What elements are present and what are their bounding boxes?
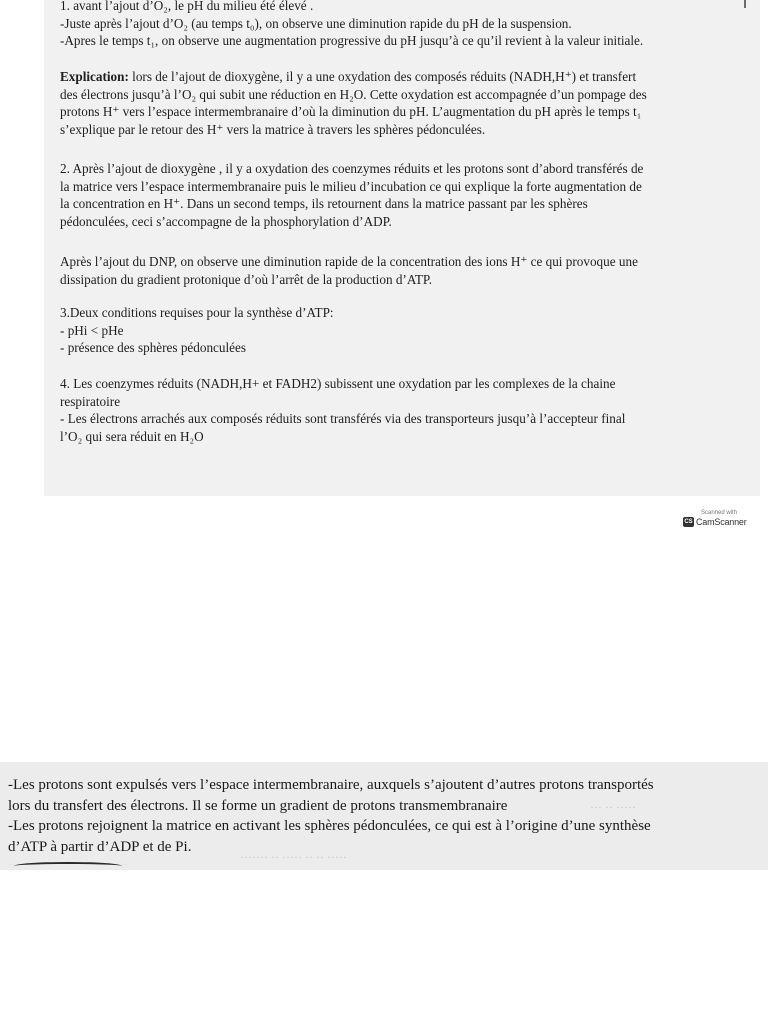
bottom-line-4: d’ATP à partir d’ADP et de Pi. xyxy=(8,838,192,855)
explanation-line-3: protons H⁺ vers l’espace intermembranaire d’où la diminution du pH. L’augmentation du pH après le temps t₁ xyxy=(60,104,642,120)
answer-3 xyxy=(60,304,720,357)
scanned-page-bottom: ··· ·· ····· ······· ·· ····· ·· ·· ····· xyxy=(0,762,768,870)
answer-4-line-1: 4. Les coenzymes réduits (NADH,H+ et FADH2) subissent une oxydation par les complexes de la chaine xyxy=(60,376,616,391)
bottom-line-3: -Les protons rejoignent la matrice en activant les sphères pédonculées, ce qui est à l’origine d’une synthèse xyxy=(8,818,651,835)
watermark-brand: CamScanner xyxy=(696,517,747,527)
camscanner-logo-icon: CS xyxy=(684,519,693,525)
answer-3-condition-1: - pHi < pHe xyxy=(60,322,124,338)
dnp-line-2: dissipation du gradient protonique d’où l’arrêt de la production d’ATP. xyxy=(60,271,433,287)
explanation-line-2: des électrons jusqu’à l’O₂ qui subit une réduction en H₂O. Cette oxydation est accompagnée d’un pompage des xyxy=(60,86,647,102)
answer-2-line-4: pédonculées, ceci s’accompagne de la phosphorylation d’ADP. xyxy=(60,213,392,229)
explanation-paragraph xyxy=(60,68,720,138)
explanation-line-4: s’explique par le retour des H⁺ vers la matrice à travers les sphères pédonculées. xyxy=(60,121,486,137)
answer-4-line-4: l’O₂ qui sera réduit en H₂O xyxy=(60,428,204,444)
answer-4-line-2: respiratoire xyxy=(60,393,121,409)
camscanner-watermark xyxy=(683,509,755,533)
page-edge-mark xyxy=(744,0,746,8)
answer-1-line-2: -Juste après l’ajout d’O₂ (au temps t₀), on observe une diminution rapide du pH de la suspension. xyxy=(60,15,572,31)
answer-2-line-2: la matrice vers l’espace intermembranaire puis le milieu d’incubation ce qui explique la forte augmentation de xyxy=(60,178,642,194)
handwritten-underline xyxy=(14,862,122,870)
answer-1-line-3: -Apres le temps t₁, on observe une augmentation progressive du pH jusqu’à ce qu’il revient à la valeur initiale. xyxy=(60,33,644,49)
answer-2-line-3: la concentration en H⁺. Dans un second temps, ils retournent dans la matrice passant par les sphères xyxy=(60,196,588,212)
answer-4-line-3: - Les électrons arrachés aux composés réduits sont transférés via des transporteurs jusqu’à l’accepteur final xyxy=(60,411,626,427)
answer-3-condition-2: - présence des sphères pédonculées xyxy=(60,340,247,356)
answer-2 xyxy=(60,160,720,230)
bottom-line-2: lors du transfert des électrons. Il se forme un gradient de protons transmembranaire xyxy=(8,797,508,814)
answer-4 xyxy=(60,375,720,445)
explanation-label: Explication: xyxy=(60,69,129,84)
bottom-line-1: -Les protons sont expulsés vers l’espace intermembranaire, auxquels s’ajoutent d’autres protons transportés xyxy=(8,777,654,793)
dnp-paragraph xyxy=(60,253,720,288)
bottom-paragraph xyxy=(8,775,760,857)
answer-1-line-1: 1. avant l’ajout d’O₂, le pH du milieu été élevé . xyxy=(60,0,314,13)
dnp-line-1: Après l’ajout du DNP, on observe une diminution rapide de la concentration des ions H⁺ ce qui provoque une xyxy=(60,254,638,269)
answer-1 xyxy=(60,0,720,50)
answer-2-line-1: 2. Après l’ajout de dioxygène , il y a oxydation des coenzymes réduits et les protons sont d’abord transférés de xyxy=(60,161,644,176)
explanation-line-1: lors de l’ajout de dioxygène, il y a une oxydation des composés réduits (NADH,H⁺) et transfert xyxy=(128,69,637,84)
answer-3-title: 3.Deux conditions requises pour la synthèse d’ATP: xyxy=(60,305,334,320)
watermark-caption: Scanned with xyxy=(700,510,738,516)
